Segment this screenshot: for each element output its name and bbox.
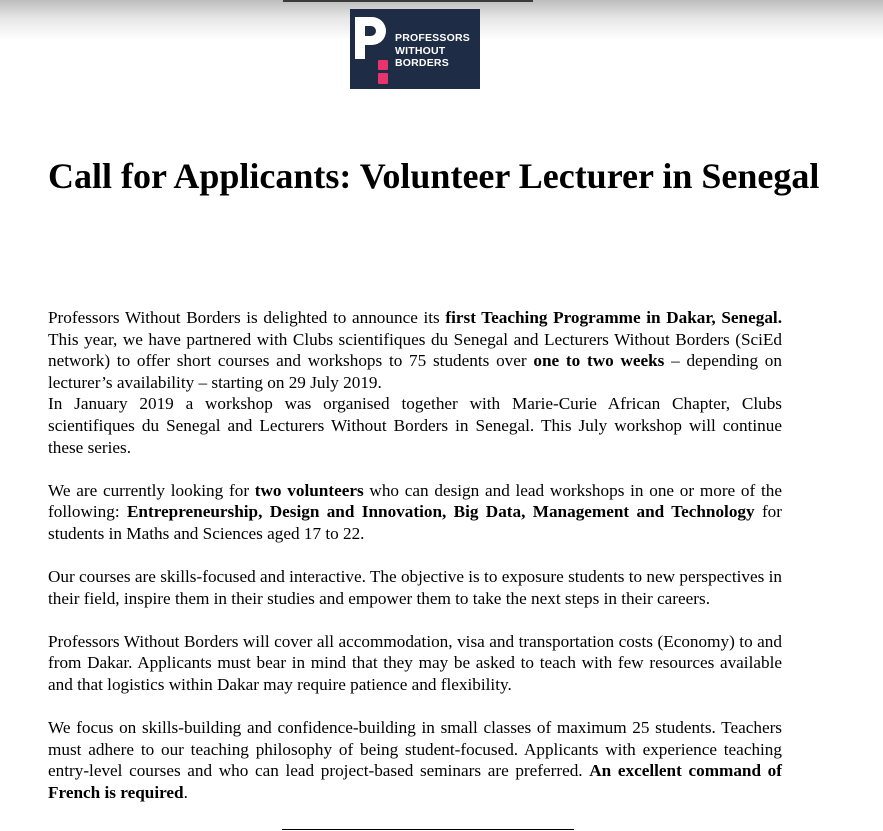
text-run: . xyxy=(183,782,188,802)
logo-text xyxy=(395,32,479,70)
bold-text-run: first Teaching Programme in Dakar, Senegal. xyxy=(445,308,782,327)
bold-text-run: Entrepreneurship, Design and Innovation, Big Data, Management and Technology xyxy=(126,502,755,522)
logo-text-line: PROFESSORS xyxy=(395,32,470,44)
text-run: We are currently looking for xyxy=(48,480,255,500)
document-body xyxy=(48,307,782,803)
courses-paragraph: Our courses are skills-focused and interactive. The objective is to exposure students to new perspectives in their field, inspire them in their studies and empower them to take the next steps in their careers. xyxy=(48,566,782,608)
bold-text-run: one to two weeks xyxy=(533,351,665,371)
logo-text-line: WITHOUT xyxy=(395,44,446,57)
page-bottom-rule xyxy=(282,829,574,830)
bold-text-run: two volunteers xyxy=(254,480,364,500)
viewer-top-bar xyxy=(283,0,533,2)
text-run: We focus on skills-building and confidence-building in small classes of maximum 25 students. Teachers must adhere to our teaching philosophy of being student-focused. Applicants with experience teaching entry-level courses and who can lead project-based seminars are preferred. xyxy=(48,717,782,781)
text-run: who can design and lead workshops in one or more of the following: xyxy=(48,480,782,522)
logo-text-line: BORDERS xyxy=(395,57,449,69)
volunteers-paragraph xyxy=(48,480,782,545)
costs-paragraph: Professors Without Borders will cover all accommodation, visa and transportation costs (Economy) to and from Dakar. Applicants must bear in mind that they may be asked to teach with few resources available and that logistics within Dakar may require patience and flexibility. xyxy=(48,631,782,694)
requirements-paragraph xyxy=(48,717,782,803)
text-run: This year, we have partnered with Clubs scientifiques du Senegal and Lecturers Without Borders (SciEd network) to offer short courses and workshops to 75 students over xyxy=(48,329,782,371)
page-title: Call for Applicants: Volunteer Lecturer in Senegal xyxy=(48,156,820,196)
text-run: for students in Maths and Sciences aged 17 to 22. xyxy=(48,502,782,543)
text-run: – depending on lecturer’s availability – starting on 29 July 2019. xyxy=(48,351,782,392)
text-run: Professors Without Borders is delighted to announce its xyxy=(48,308,446,327)
professors-without-borders-logo xyxy=(350,9,480,89)
intro-paragraph xyxy=(48,307,782,393)
bold-text-run: An excellent command of French is required xyxy=(48,761,783,802)
history-paragraph: In January 2019 a workshop was organised together with Marie-Curie African Chapter, Clubs scientifiques du Senegal and Lecturers Without Borders in Senegal. This July workshop will continue these series. xyxy=(48,394,782,457)
